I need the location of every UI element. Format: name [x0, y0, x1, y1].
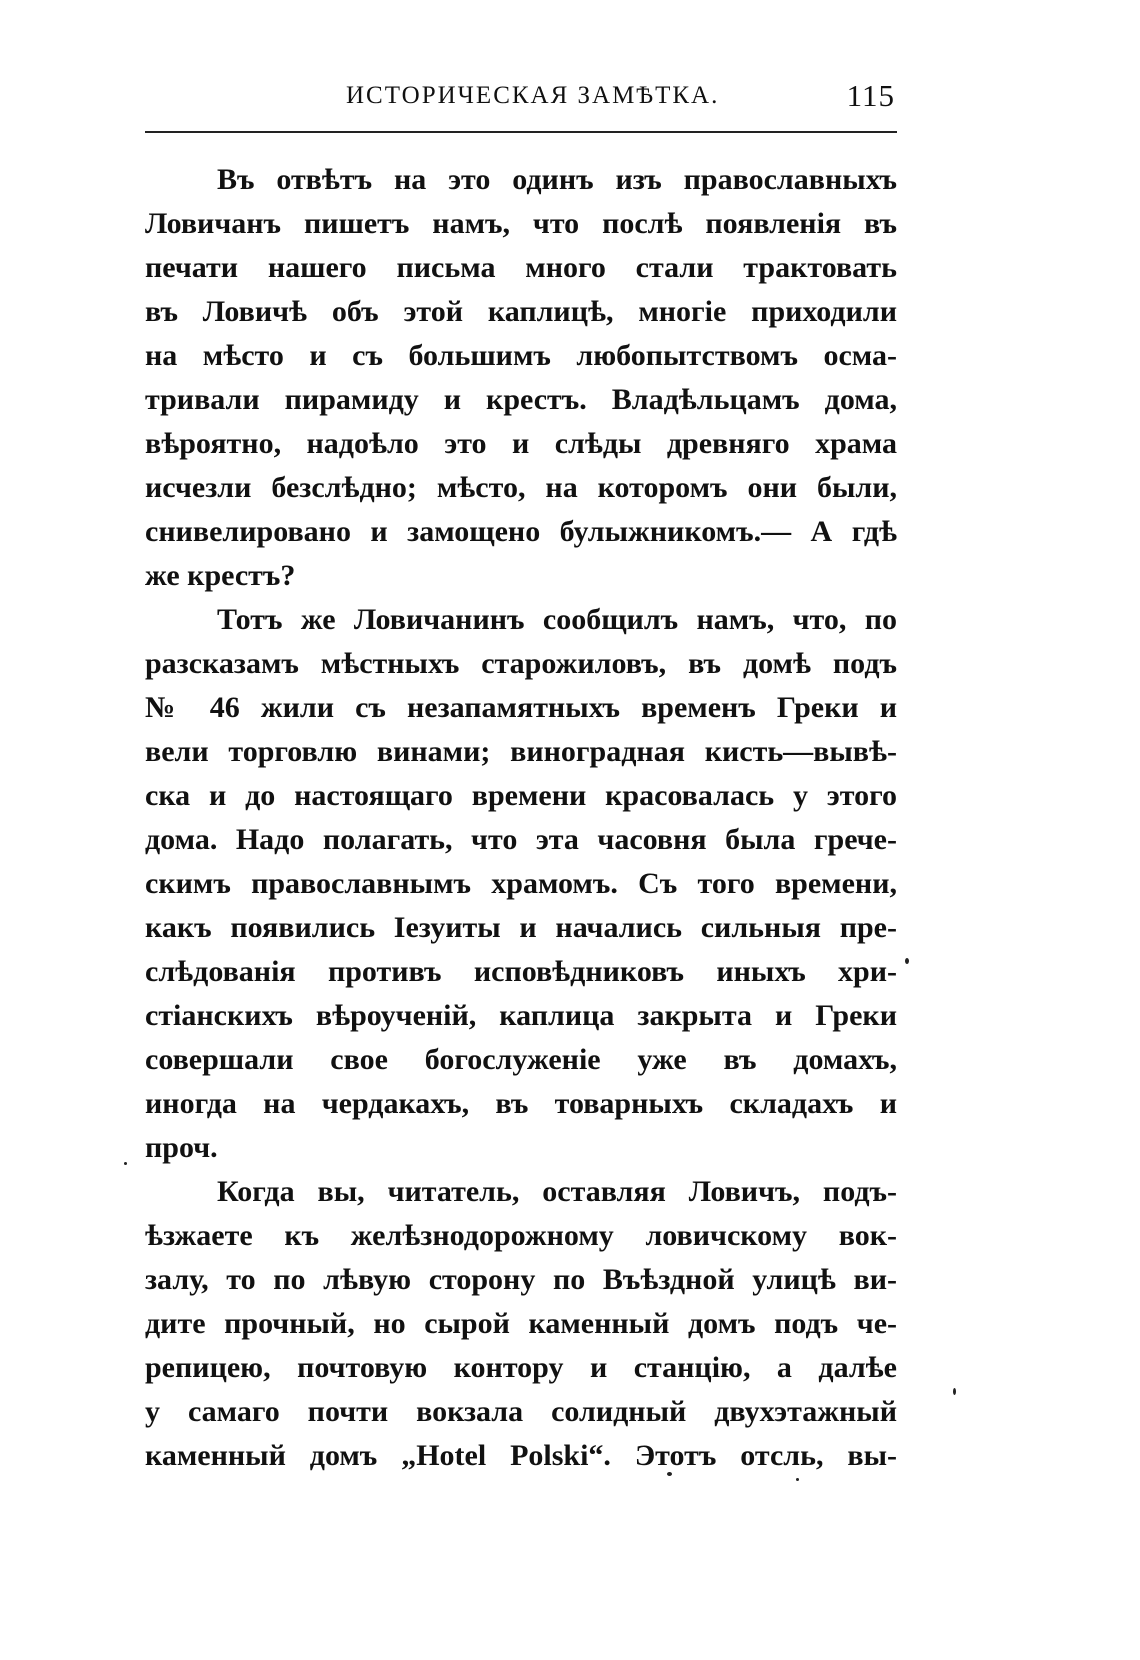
text-line: вѣроятно, надоѣло это и слѣды древняго храма	[145, 427, 897, 460]
text-line: стіанскихъ вѣроученій, каплица закрыта и Греки	[145, 999, 897, 1032]
text-line: ѣзжаете къ желѣзнодорожному ловичскому вок-	[145, 1219, 897, 1252]
text-line: исчезли безслѣдно; мѣсто, на которомъ они были,	[145, 471, 897, 504]
text-line: № 46 жили съ незапамятныхъ временъ Греки и	[145, 691, 897, 724]
text-line: въ Ловичѣ объ этой каплицѣ, многіе приходили	[145, 295, 897, 328]
text-line: слѣдованія противъ исповѣдниковъ иныхъ хри-	[145, 955, 897, 988]
print-speck	[667, 1472, 672, 1476]
text-line: каменный домъ „Hotel Polski“. Этотъ отсль, вы-	[145, 1439, 897, 1472]
text-line: снивелировано и замощено булыжникомъ.— А гдѣ	[145, 515, 897, 548]
text-line: репицею, почтовую контору и станцію, а далѣе	[145, 1351, 897, 1384]
text-line: тривали пирамиду и крестъ. Владѣльцамъ дома,	[145, 383, 897, 416]
print-speck	[124, 1162, 127, 1165]
text-line: иногда на чердакахъ, въ товарныхъ складахъ и	[145, 1087, 897, 1120]
page-number: 115	[846, 78, 895, 113]
text-line: какъ появились Іезуиты и начались сильныя пре-	[145, 911, 897, 944]
text-line: Въ отвѣтъ на это одинъ изъ православныхъ	[217, 163, 897, 196]
text-line: дома. Надо полагать, что эта часовня была грече-	[145, 823, 897, 856]
text-line: Тотъ же Ловичанинъ сообщилъ намъ, что, по	[217, 603, 897, 636]
text-line: Когда вы, читатель, оставляя Ловичъ, подъ-	[217, 1175, 897, 1208]
page-header	[143, 78, 895, 118]
header-rule	[145, 131, 897, 133]
running-title: ИСТОРИЧЕСКАЯ ЗАМѢТКА.	[346, 82, 720, 109]
text-line: совершали свое богослуженіе уже въ домахъ,	[145, 1043, 897, 1076]
text-line: печати нашего письма много стали трактовать	[145, 251, 897, 284]
text-line: проч.	[145, 1131, 218, 1164]
text-line: вели торговлю винами; виноградная кисть—вывѣ-	[145, 735, 897, 768]
text-line: ска и до настоящаго времени красовалась у этого	[145, 779, 897, 812]
text-line: Ловичанъ пишетъ намъ, что послѣ появленія въ	[145, 207, 897, 240]
text-line: скимъ православнымъ храмомъ. Съ того времени,	[145, 867, 897, 900]
print-speck	[796, 1478, 799, 1481]
text-line: залу, то по лѣвую сторону по Въѣздной улицѣ ви-	[145, 1263, 897, 1296]
text-line: на мѣсто и съ большимъ любопытствомъ осма-	[145, 339, 897, 372]
text-line: дите прочный, но сырой каменный домъ подъ че-	[145, 1307, 897, 1340]
text-line: у самаго почти вокзала солидный двухэтажный	[145, 1395, 897, 1428]
text-line: разсказамъ мѣстныхъ старожиловъ, въ домѣ подъ	[145, 647, 897, 680]
text-line: же крестъ?	[145, 559, 296, 592]
print-speck	[953, 1388, 956, 1395]
body-text	[145, 158, 897, 1478]
print-speck	[905, 958, 909, 964]
